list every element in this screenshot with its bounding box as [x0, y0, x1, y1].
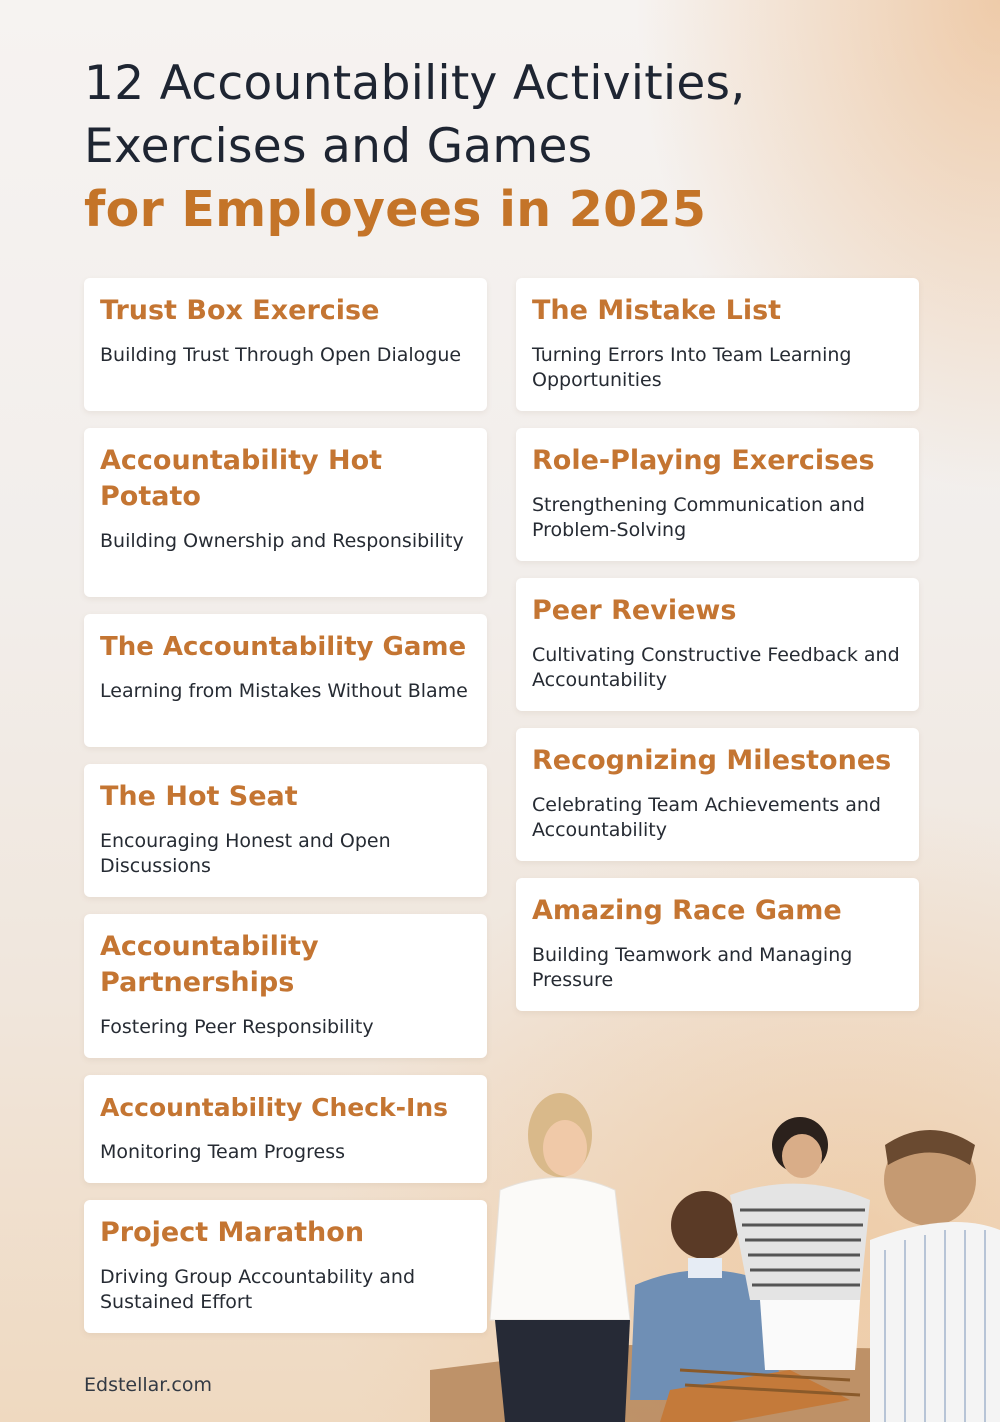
activity-card	[84, 278, 487, 411]
activity-card	[84, 1200, 487, 1333]
activity-subtitle: Building Teamwork and Managing Pressure	[532, 944, 853, 991]
activity-card	[516, 578, 919, 711]
activity-subtitle: Celebrating Team Achievements and Accountability	[532, 794, 881, 841]
page-title	[84, 52, 944, 241]
activity-title: The Hot Seat	[100, 781, 298, 812]
activity-card	[516, 428, 919, 561]
activity-card	[84, 614, 487, 747]
activity-title: Recognizing Milestones	[532, 745, 892, 776]
activity-title: Trust Box Exercise	[100, 295, 380, 326]
activity-card	[84, 428, 487, 597]
activity-title: Accountability Check-Ins	[100, 1093, 449, 1122]
activity-card	[516, 878, 919, 1011]
activity-title: The Mistake List	[532, 295, 782, 326]
title-line-1: 12 Accountability Activities,	[84, 56, 746, 111]
activity-title: Accountability Partnerships	[100, 931, 319, 998]
activity-subtitle: Cultivating Constructive Feedback and Accountability	[532, 644, 900, 691]
activity-card	[84, 914, 487, 1058]
source-footer: Edstellar.com	[84, 1374, 212, 1396]
activity-card	[516, 728, 919, 861]
activity-card	[84, 1075, 487, 1183]
activity-subtitle: Encouraging Honest and Open Discussions	[100, 830, 391, 877]
activity-title: Project Marathon	[100, 1217, 365, 1248]
activity-subtitle: Fostering Peer Responsibility	[100, 1016, 374, 1038]
activity-card	[516, 278, 919, 411]
activity-subtitle: Turning Errors Into Team Learning Opportunities	[532, 344, 852, 391]
activity-card	[84, 764, 487, 897]
activity-subtitle: Building Trust Through Open Dialogue	[100, 344, 462, 366]
activity-subtitle: Learning from Mistakes Without Blame	[100, 680, 468, 702]
activity-subtitle: Building Ownership and Responsibility	[100, 530, 464, 552]
activity-title: Amazing Race Game	[532, 895, 842, 926]
activity-subtitle: Strengthening Communication and Problem-Solving	[532, 494, 865, 541]
activity-subtitle: Monitoring Team Progress	[100, 1141, 345, 1163]
title-line-3: for Employees in 2025	[84, 181, 707, 238]
activity-title: Peer Reviews	[532, 595, 737, 626]
title-line-2: Exercises and Games	[84, 119, 593, 174]
team-foosball-photo	[430, 1070, 1000, 1422]
activity-title: Role-Playing Exercises	[532, 445, 875, 476]
activity-title: The Accountability Game	[100, 632, 467, 662]
activity-title: Accountability Hot Potato	[100, 445, 383, 512]
activity-subtitle: Driving Group Accountability and Sustained Effort	[100, 1266, 416, 1313]
